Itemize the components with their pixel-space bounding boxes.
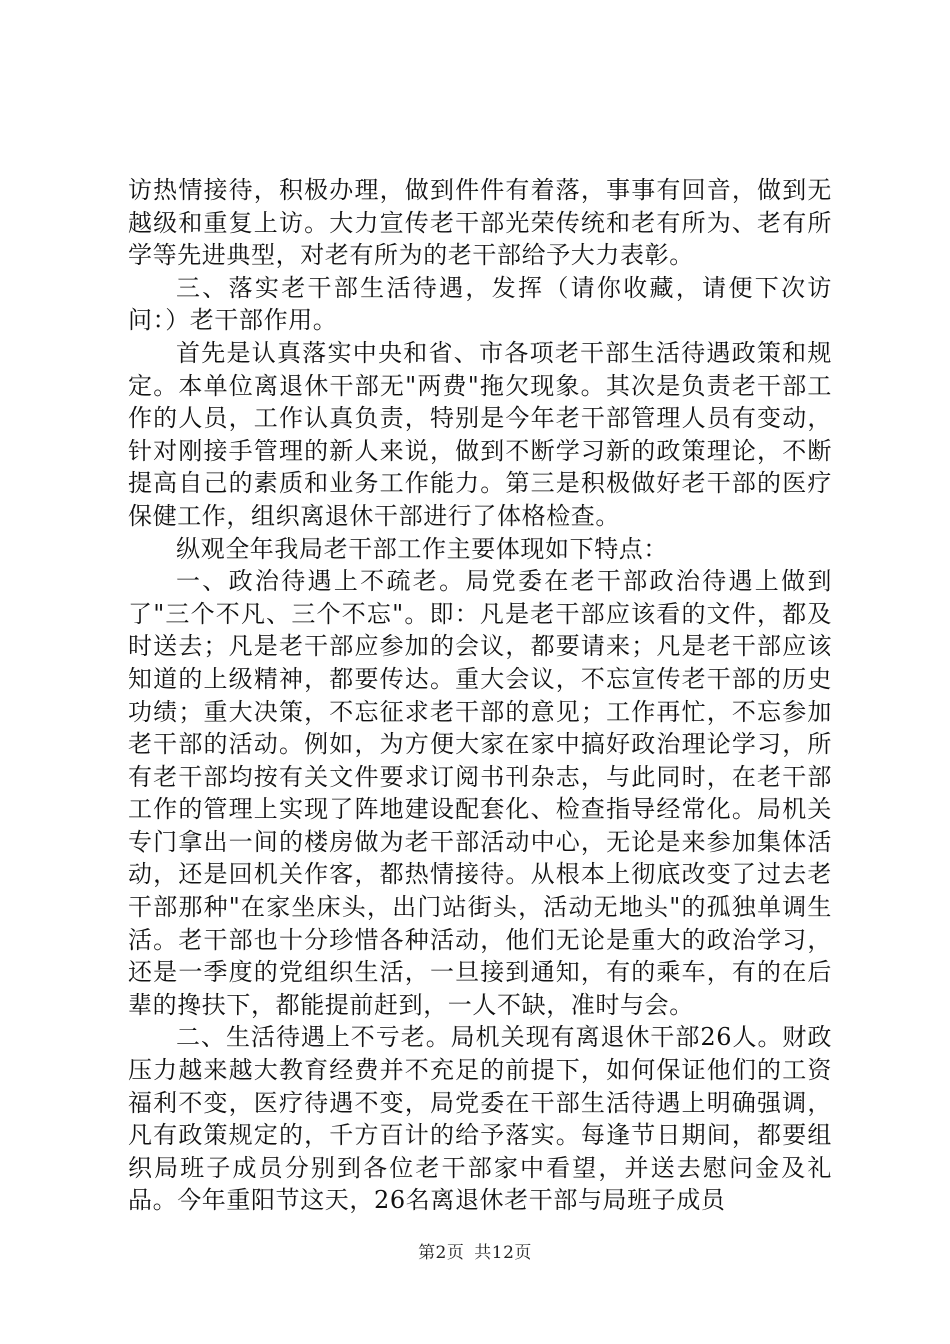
document-body bbox=[128, 174, 832, 1217]
page-total: 共12页 bbox=[474, 1243, 532, 1263]
page-footer bbox=[0, 1238, 950, 1263]
paragraph-4: 纵观全年我局老干部工作主要体现如下特点： bbox=[176, 534, 668, 563]
paragraph-3: 首先是认真落实中央和省、市各项老干部生活待遇政策和规定。本单位离退休干部无"两费"拖欠现象。其次是负责老干部工作的人员，工作认真负责，特别是今年老干部管理人员有变动，针对刚接手管理的新人来说，做到不断学习新的政策理论，不断提高自己的素质和业务工作能力。第三是积极做好老干部的医疗保健工作，组织离退休干部进行了体格检查。 bbox=[128, 338, 832, 530]
paragraph-1: 访热情接待，积极办理，做到件件有着落，事事有回音，做到无越级和重复上访。大力宣传老干部光荣传统和老有所为、老有所学等先进典型，对老有所为的老干部给予大力表彰。 bbox=[128, 176, 832, 270]
paragraph-6: 二、生活待遇上不亏老。局机关现有离退休干部26人。财政压力越来越大教育经费并不充足的前提下，如何保证他们的工资福利不变，医疗待遇不变，局党委在干部生活待遇上明确强调，凡有政策规定的，千方百计的给予落实。每逢节日期间，都要组织局班子成员分别到各位老干部家中看望，并送去慰问金及礼品。今年重阳节这天，26名离退休老干部与局班子成员 bbox=[128, 1023, 832, 1215]
page-number: 第2页 bbox=[418, 1243, 465, 1263]
paragraph-2: 三、落实老干部生活待遇，发挥（请你收藏，请便下次访问：）老干部作用。 bbox=[128, 273, 832, 335]
paragraph-5: 一、政治待遇上不疏老。局党委在老干部政治待遇上做到了"三个不凡、三个不忘"。即：凡是老干部应该看的文件，都及时送去；凡是老干部应参加的会议，都要请来；凡是老干部应该知道的上级精神，都要传达。重大会议，不忘宣传老干部的历史功绩；重大决策，不忘征求老干部的意见；工作再忙，不忘参加老干部的活动。例如，为方便大家在家中搞好政治理论学习，所有老干部均按有关文件要求订阅书刊杂志，与此同时，在老干部工作的管理上实现了阵地建设配套化、检查指导经常化。局机关专门拿出一间的楼房做为老干部活动中心，无论是来参加集体活动，还是回机关作客，都热情接待。从根本上彻底改变了过去老干部那种"在家坐床头，出门站街头，活动无地头"的孤独单调生活。老干部也十分珍惜各种活动，他们无论是重大的政治学习，还是一季度的党组织生活，一旦接到通知，有的乘车，有的在后辈的搀扶下，都能提前赶到，一人不缺，准时与会。 bbox=[128, 567, 832, 1019]
